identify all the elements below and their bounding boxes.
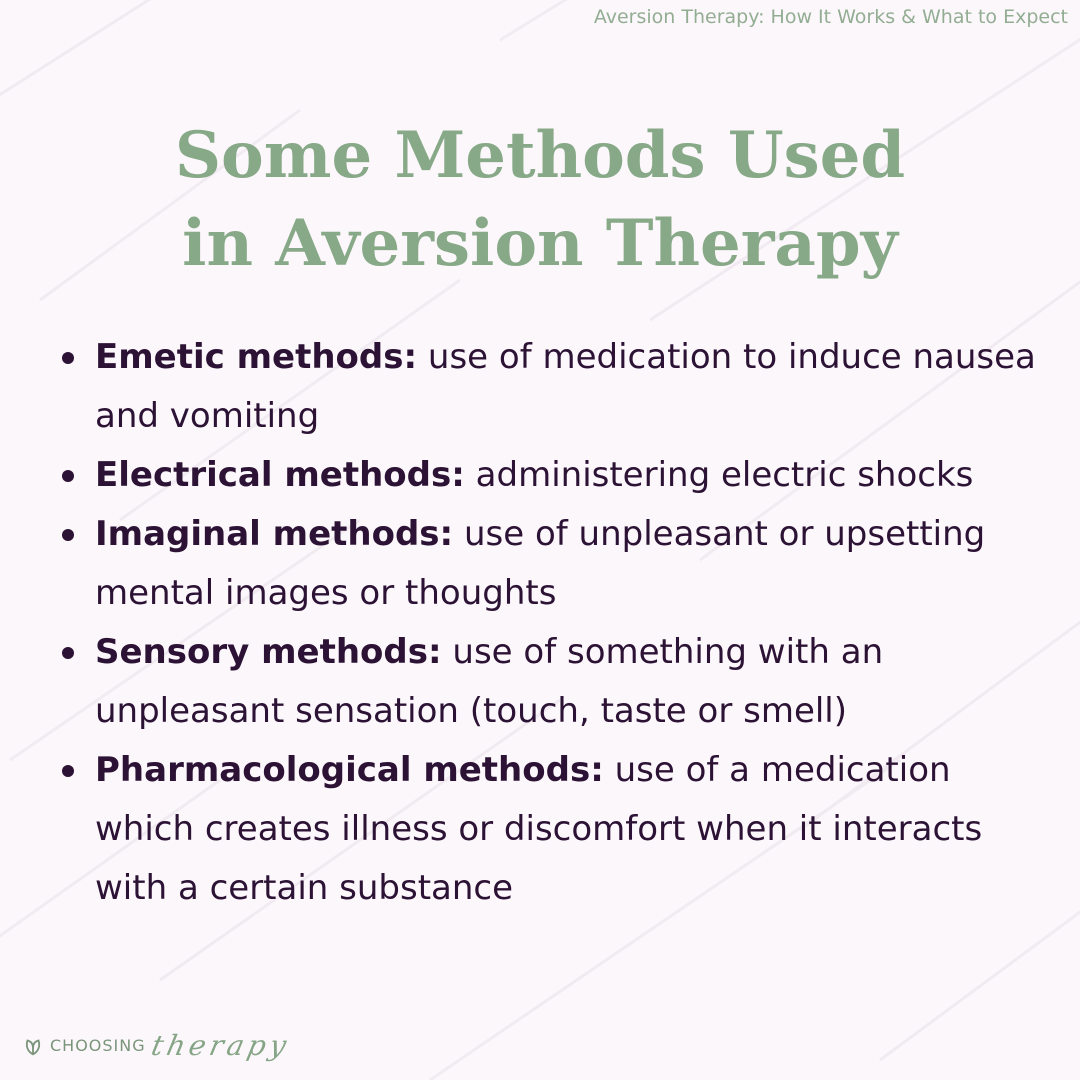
brand-name-script: therapy (148, 1029, 293, 1062)
bullet-icon (62, 529, 74, 541)
page-title (0, 112, 1080, 288)
brand-logo (22, 1029, 293, 1062)
method-term: Emetic methods: (95, 337, 418, 377)
methods-list (58, 328, 1048, 918)
method-term: Electrical methods: (95, 455, 465, 495)
method-description: administering electric shocks (475, 455, 974, 495)
method-item-pharmacological (58, 741, 1048, 918)
article-title-label: Aversion Therapy: How It Works & What to Expect (593, 6, 1068, 28)
bullet-icon (62, 765, 74, 777)
page-title-line-1: Some Methods Used (174, 118, 906, 193)
page-title-line-2: in Aversion Therapy (182, 206, 898, 281)
method-item-sensory (58, 623, 1048, 741)
method-description: use of unpleasant or upsetting mental images or thoughts (95, 514, 986, 613)
method-description: use of medication to induce nausea and vomiting (95, 337, 1036, 436)
bullet-icon (62, 470, 74, 482)
method-term: Pharmacological methods: (95, 750, 604, 790)
method-term: Imaginal methods: (95, 514, 454, 554)
bullet-icon (62, 352, 74, 364)
bullet-icon (62, 647, 74, 659)
method-description: use of a medication which creates illness or discomfort when it interacts with a certain substance (95, 750, 983, 908)
method-description: use of something with an unpleasant sensation (touch, taste or smell) (95, 632, 884, 731)
brand-name-primary: CHOOSING (50, 1036, 146, 1055)
leaf-icon (22, 1035, 44, 1057)
method-term: Sensory methods: (95, 632, 442, 672)
method-item-emetic (58, 328, 1048, 446)
method-item-electrical (58, 446, 1048, 505)
method-item-imaginal (58, 505, 1048, 623)
